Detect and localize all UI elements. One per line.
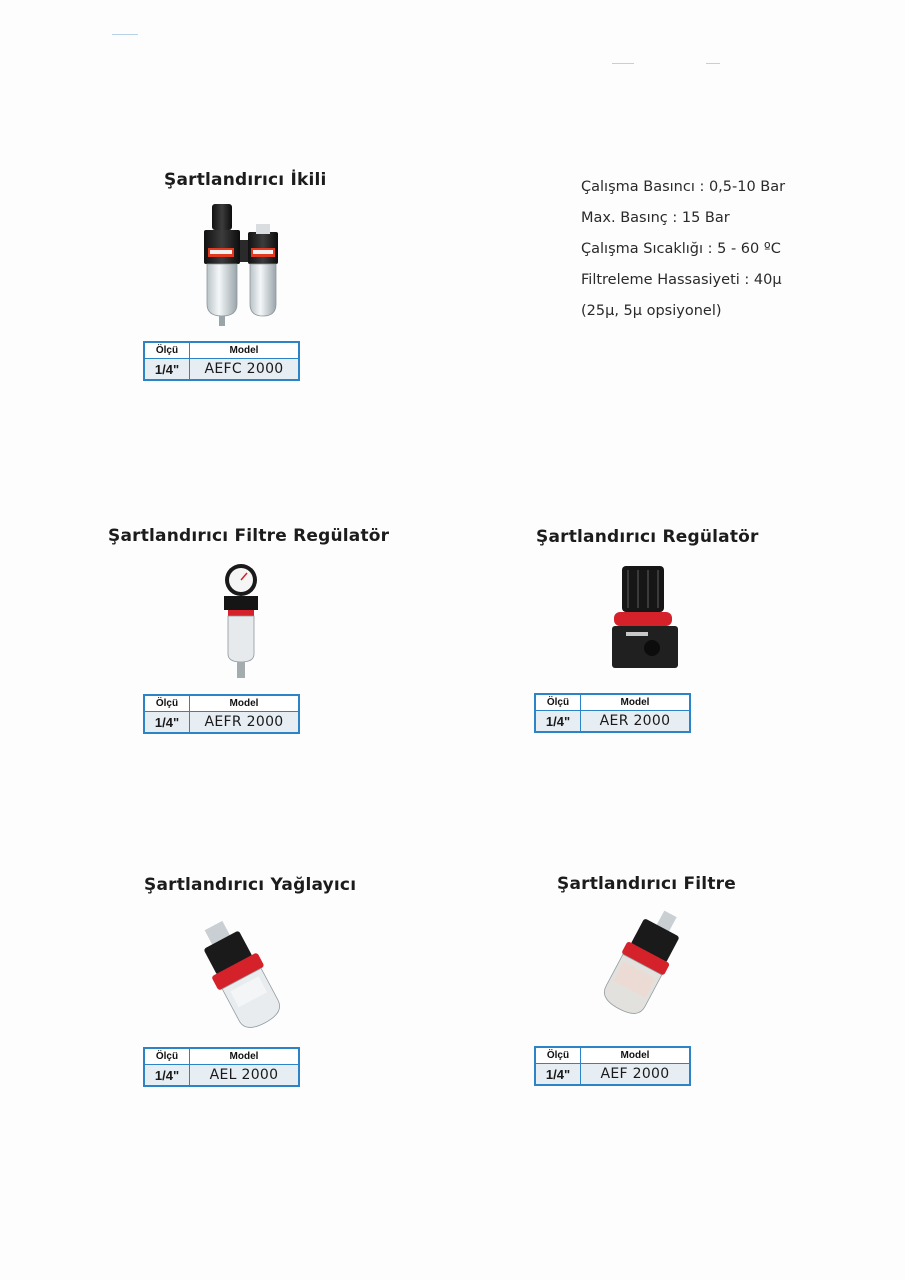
product-title: Şartlandırıcı Regülatör bbox=[536, 527, 759, 547]
size-value: 1/4" bbox=[535, 1064, 581, 1086]
model-header: Model bbox=[190, 1048, 300, 1065]
size-header: Ölçü bbox=[144, 695, 190, 712]
spec-table bbox=[143, 694, 300, 734]
product-title: Şartlandırıcı Yağlayıcı bbox=[144, 875, 357, 895]
model-header: Model bbox=[190, 695, 300, 712]
product-title: Şartlandırıcı Filtre Regülatör bbox=[108, 526, 390, 546]
size-header: Ölçü bbox=[535, 1047, 581, 1064]
size-value: 1/4" bbox=[535, 711, 581, 733]
spec-table bbox=[143, 1047, 300, 1087]
spec-max-pressure: Max. Basınç : 15 Bar bbox=[581, 210, 730, 226]
size-value: 1/4" bbox=[144, 359, 190, 381]
product-photo-filter-regulator bbox=[216, 558, 266, 682]
spec-table bbox=[534, 1046, 691, 1086]
spec-table bbox=[534, 693, 691, 733]
model-header: Model bbox=[190, 342, 300, 359]
product-title: Şartlandırıcı İkili bbox=[164, 170, 327, 190]
model-value: AEL 2000 bbox=[190, 1065, 300, 1087]
size-header: Ölçü bbox=[144, 1048, 190, 1065]
product-photo-regulator bbox=[608, 564, 682, 672]
product-photo-lubricator bbox=[190, 912, 302, 1036]
scan-mark bbox=[612, 63, 634, 64]
model-value: AEFC 2000 bbox=[190, 359, 300, 381]
model-value: AEFR 2000 bbox=[190, 712, 300, 734]
size-header: Ölçü bbox=[535, 694, 581, 711]
size-header: Ölçü bbox=[144, 342, 190, 359]
scan-mark bbox=[112, 34, 138, 35]
scan-mark bbox=[706, 63, 720, 64]
model-header: Model bbox=[581, 694, 691, 711]
model-value: AER 2000 bbox=[581, 711, 691, 733]
product-photo-air-filter bbox=[590, 906, 700, 1026]
model-header: Model bbox=[581, 1047, 691, 1064]
size-value: 1/4" bbox=[144, 1065, 190, 1087]
product-title: Şartlandırıcı Filtre bbox=[557, 874, 736, 894]
specifications bbox=[581, 172, 785, 327]
spec-table bbox=[143, 341, 300, 381]
spec-working-temperature: Çalışma Sıcaklığı : 5 - 60 ºC bbox=[581, 241, 781, 257]
model-value: AEF 2000 bbox=[581, 1064, 691, 1086]
spec-filtration-options: (25µ, 5µ opsiyonel) bbox=[581, 303, 722, 319]
size-value: 1/4" bbox=[144, 712, 190, 734]
product-photo-combo bbox=[196, 200, 286, 330]
spec-filtration: Filtreleme Hassasiyeti : 40µ bbox=[581, 272, 782, 288]
spec-working-pressure: Çalışma Basıncı : 0,5-10 Bar bbox=[581, 179, 786, 195]
